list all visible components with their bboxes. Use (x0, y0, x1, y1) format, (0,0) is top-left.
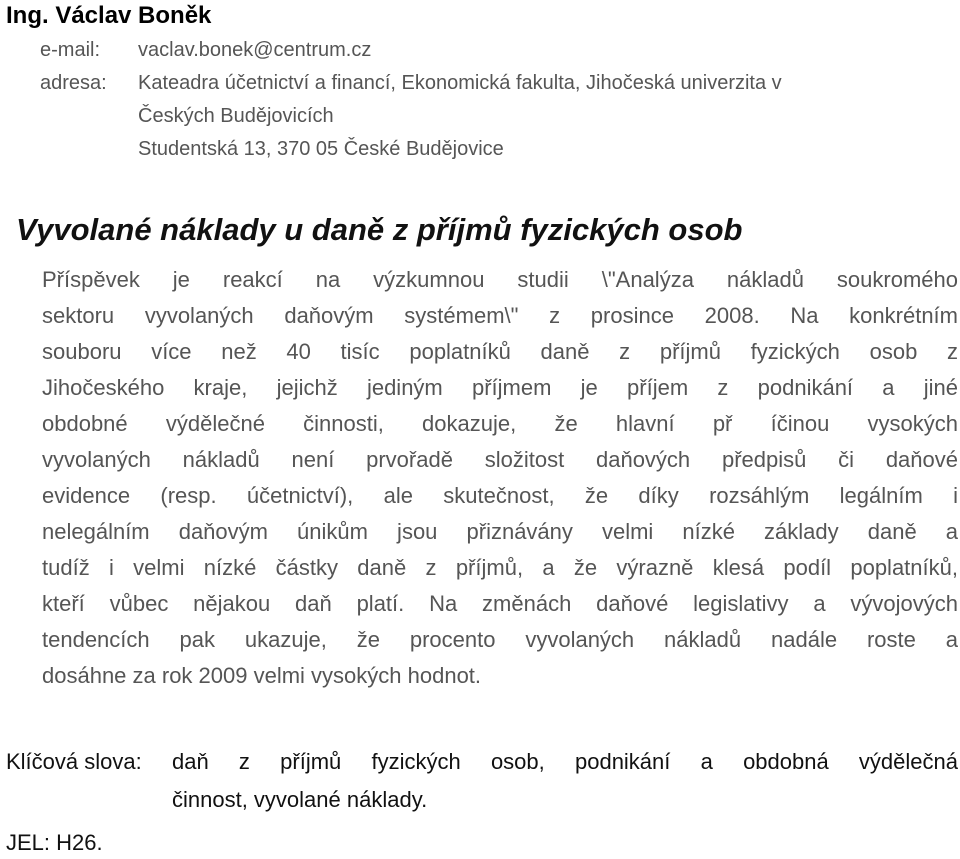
abstract-line: Jihočeského kraje, jejichž jediným příjmem je příjem z podnikání a jiné (42, 375, 958, 400)
abstract-line: evidence (resp. účetnictví), ale skutečnost, že díky rozsáhlým legálním i (42, 483, 958, 508)
keywords-label: Klíčová slova: (6, 749, 142, 774)
email-label: e-mail: (40, 39, 101, 61)
article-title: Vyvolané náklady u daně z příjmů fyzických osob (16, 212, 743, 247)
abstract-line: tudíž i velmi nízké částky daně z příjmů, a že výrazně klesá podíl poplatníků, (42, 555, 958, 580)
email-row (40, 34, 940, 67)
address-line: Kateadra účetnictví a financí, Ekonomická fakulta, Jihočeská univerzita v (138, 72, 782, 94)
abstract-line: dosáhne za rok 2009 velmi vysokých hodnot. (42, 663, 482, 688)
address-row (40, 67, 940, 166)
email-value: vaclav.bonek@centrum.cz (138, 39, 372, 61)
jel-code: JEL: H26. (6, 830, 103, 855)
address-line: Studentská 13, 370 05 České Budějovice (138, 138, 504, 160)
abstract (42, 262, 958, 694)
abstract-line: nelegálním daňovým únikům jsou přiznávány velmi nízké základy daně a (42, 519, 958, 544)
abstract-line: vyvolaných nákladů není prvořadě složitost daňových předpisů či daňové (42, 447, 958, 472)
keywords-line: činnost, vyvolané náklady. (172, 787, 428, 812)
abstract-line: Příspěvek je reakcí na výzkumnou studii \"Analýza nákladů soukromého (42, 267, 958, 292)
keywords-line: daň z příjmů fyzických osob, podnikání a obdobná výdělečná (172, 749, 958, 774)
contact-block (40, 34, 940, 166)
address-line: Českých Budějovicích (138, 105, 334, 127)
address-value (138, 67, 940, 166)
keywords-value (172, 743, 958, 819)
keywords (6, 743, 958, 819)
author-name: Ing. Václav Boněk (6, 2, 212, 29)
abstract-line: sektoru vyvolaných daňovým systémem\" z prosince 2008. Na konkrétním (42, 303, 958, 328)
abstract-line: tendencích pak ukazuje, že procento vyvolaných nákladů nadále roste a (42, 627, 958, 652)
abstract-line: kteří vůbec nějakou daň platí. Na změnách daňové legislativy a vývojových (42, 591, 958, 616)
abstract-line: souboru více než 40 tisíc poplatníků daně z příjmů fyzických osob z (42, 339, 958, 364)
abstract-line: obdobné výdělečné činnosti, dokazuje, že hlavní př íčinou vysokých (42, 411, 958, 436)
address-label: adresa: (40, 72, 107, 94)
